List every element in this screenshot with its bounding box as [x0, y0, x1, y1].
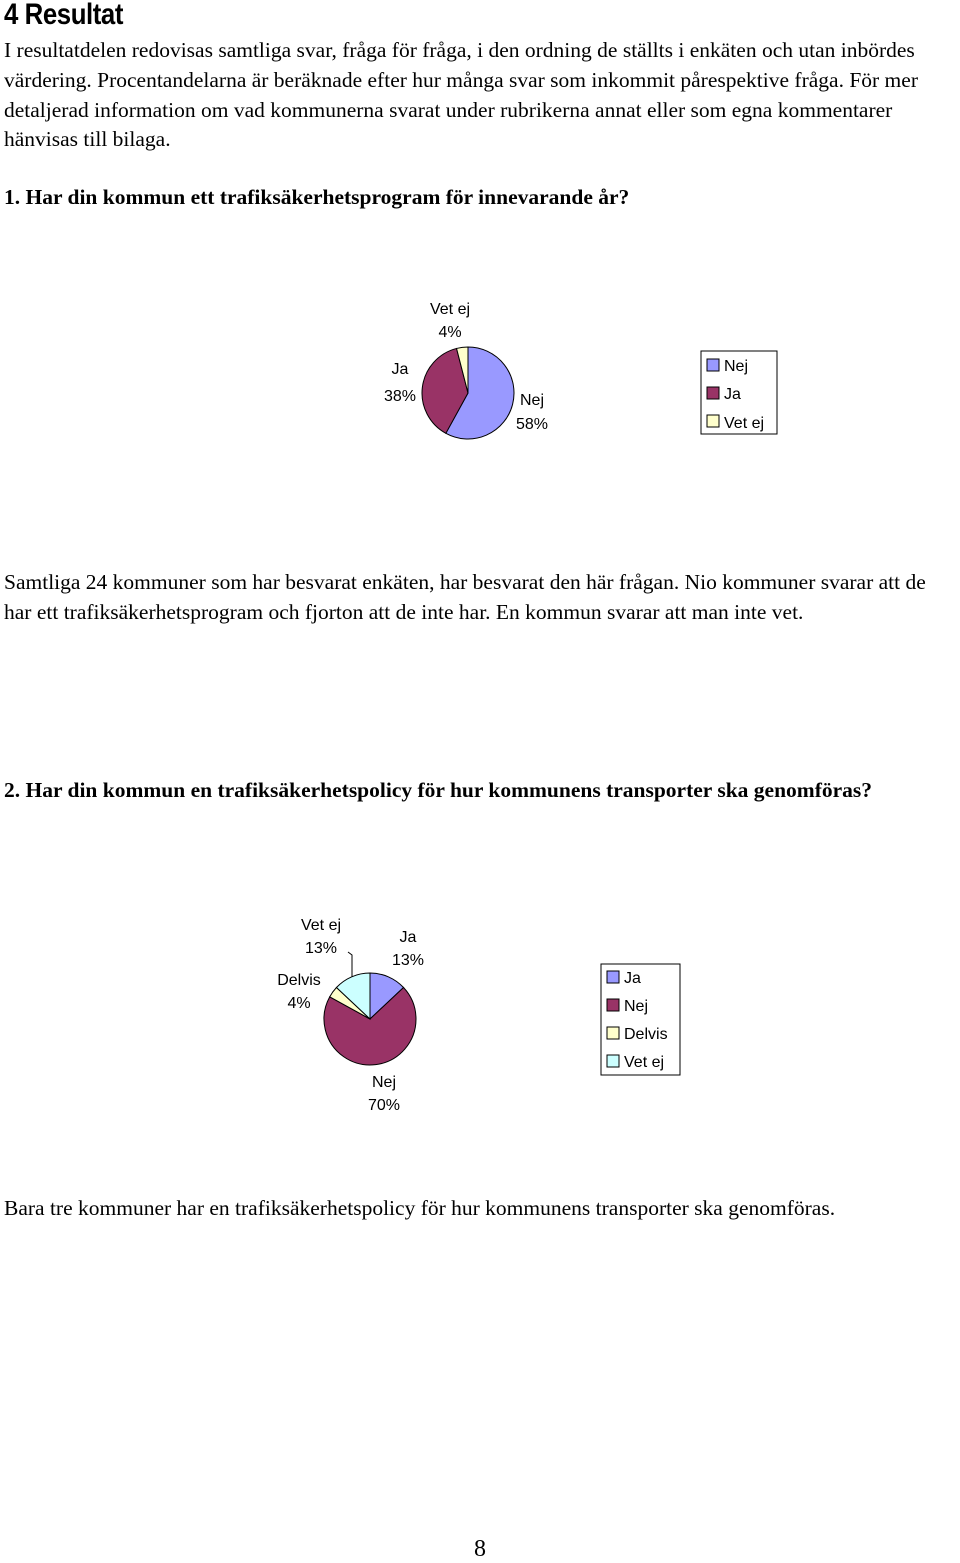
pie-chart-question-2: [260, 905, 700, 1120]
pie-2-leader-vetej: [348, 952, 352, 980]
pie-2-legend: [601, 964, 680, 1075]
pie-2-leader-lines: [348, 952, 352, 980]
pie-2-label-ja-name: Ja: [399, 929, 417, 946]
pie-1-legend-nej: Nej: [724, 358, 749, 375]
pie-2-legend-swatch-delvis: [607, 1027, 619, 1039]
pie-2-label-nej-name: Nej: [371, 1074, 397, 1091]
pie-1-label-vetej-value: 4%: [438, 324, 462, 341]
question-2-comment: Bara tre kommuner har en trafiksäkerhetspolicy för hur kommunens transporter ska genomföras.: [4, 1196, 836, 1220]
pie-2-label-vetej-value: 13%: [304, 940, 338, 957]
pie-chart-question-1: [360, 290, 800, 470]
pie-2-legend-vetej: Vet ej: [624, 1054, 665, 1071]
section-heading: 4 Resultat: [4, 0, 124, 31]
pie-2-label-delvis-name: Delvis: [277, 972, 321, 989]
pie-2-slices: [324, 973, 416, 1065]
pie-2-legend-swatch-nej: [607, 999, 619, 1011]
pie-1-legend-vetej: Vet ej: [724, 415, 765, 432]
pie-1-label-ja-value: 38%: [383, 388, 417, 405]
pie-1-legend-ja: Ja: [724, 386, 741, 403]
pie-2-label-vetej-name: Vet ej: [300, 917, 342, 934]
page-number: 8: [474, 1536, 486, 1562]
pie-2-legend-swatch-vetej: [607, 1055, 619, 1067]
pie-1-legend-swatch-nej: [707, 359, 719, 371]
pie-2-legend-ja: Ja: [624, 970, 641, 987]
question-2-title: 2. Har din kommun en trafiksäkerhetspolicy för hur kommunens transporter ska genomföras?: [4, 778, 873, 802]
pie-2-label-delvis-value: 4%: [287, 995, 311, 1012]
pie-1-legend-swatch-vetej: [707, 415, 719, 427]
pie-1-label-nej-value: 58%: [515, 416, 549, 433]
pie-1-label-vetej-name: Vet ej: [429, 301, 471, 318]
pie-1-legend: [701, 351, 777, 434]
question-1-comment: Samtliga 24 kommuner som har besvarat enkäten, har besvarat den här frågan. Nio kommuner svarar att de har ett trafiksäkerhetsprogram och fjorton att de inte har. En kommun svarar att man inte vet.: [4, 570, 926, 624]
pie-2-legend-nej: Nej: [624, 998, 649, 1015]
pie-2-label-ja-value: 13%: [391, 952, 425, 969]
pie-2-label-nej-value: 70%: [367, 1097, 401, 1114]
question-1-title: 1. Har din kommun ett trafiksäkerhetsprogram för innevarande år?: [4, 185, 630, 209]
pie-2-legend-delvis: Delvis: [624, 1026, 668, 1043]
pie-1-label-ja-name: Ja: [391, 361, 409, 378]
pie-1-label-nej-name: Nej: [519, 392, 545, 409]
pie-1-slices: [422, 347, 514, 439]
pie-2-legend-swatch-ja: [607, 971, 619, 983]
pie-1-legend-swatch-ja: [707, 387, 719, 399]
intro-paragraph: I resultatdelen redovisas samtliga svar, fråga för fråga, i den ordning de ställts i enkäten och utan inbördes värdering. Procentandelarna är beräknade efter hur många svar som inkommit pårespektive fråga. För mer detaljerad information om vad kommunerna svarat under rubrikerna annat eller som egna kommentarer hänvisas till bilaga.: [4, 38, 918, 152]
